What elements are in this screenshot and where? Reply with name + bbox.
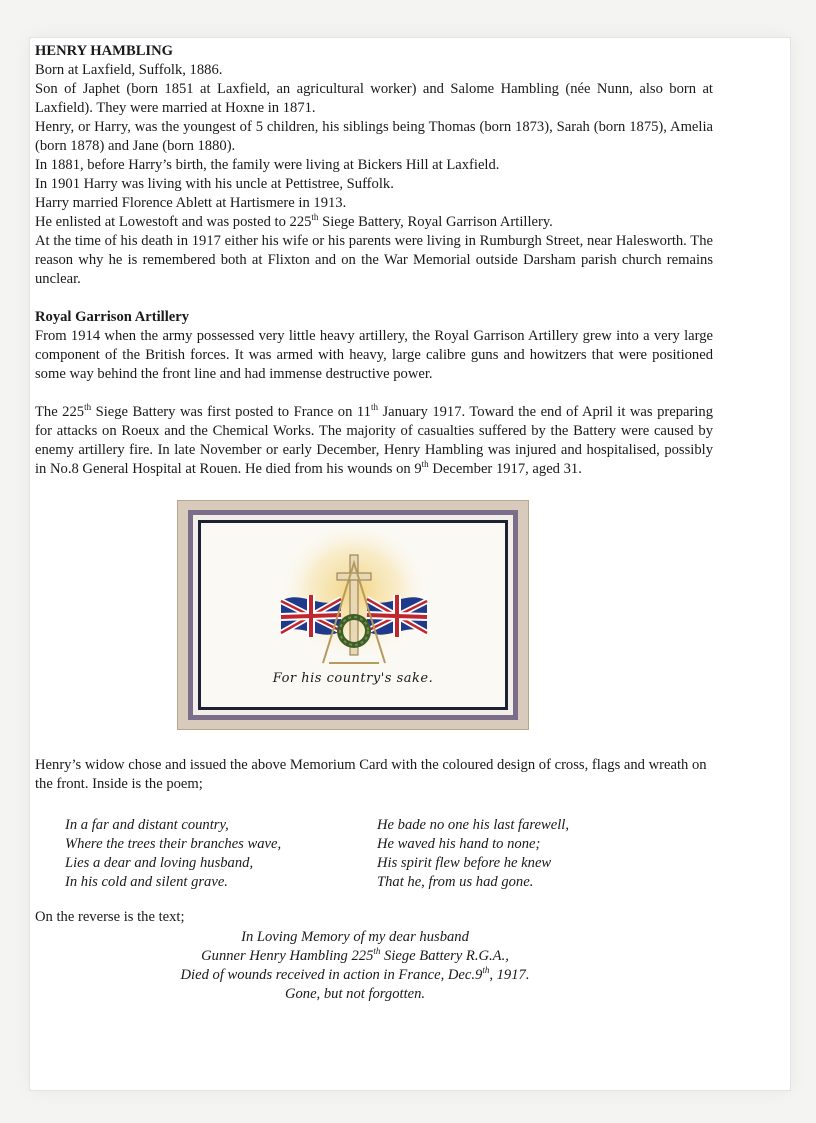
main-text <box>35 42 713 479</box>
bio-born: Born at Laxfield, Suffolk, 1886. <box>35 62 223 78</box>
bio-death: At the time of his death in 1917 either his wife or his parents were living in Rumburgh Street, near Halesworth. The reason why he is remembered both at Flixton and on the War Memorial outside Darsham parish church remains unclear. <box>35 233 713 287</box>
memorial-card <box>177 500 529 730</box>
rga-heading: Royal Garrison Artillery <box>35 309 190 325</box>
poem-line: He waved his hand to none; <box>377 836 541 852</box>
reverse-text <box>100 928 610 1004</box>
card-motto: For his country's sake. <box>272 671 434 686</box>
card-face <box>198 520 508 710</box>
battery-text: The 225th Siege Battery was first posted to France on 11th January 1917. Toward the end of April it was preparing for attacks on Roeux and the Chemical Works. The majority of casualties suffered by the Battery were caused by enemy artillery fire. In late November or early December, Henry Hambling was injured and hospitalised, possibly in No.8 General Hospital at Rouen. He died from his wounds on 9th December 1917, aged 31. <box>35 402 713 477</box>
poem-line: Where the trees their branches wave, <box>65 836 282 852</box>
reverse-line-2: Gunner Henry Hambling 225th Siege Battery R.G.A., <box>201 946 509 964</box>
reverse-intro: On the reverse is the text; <box>35 909 185 925</box>
page-title: HENRY HAMBLING <box>35 43 173 59</box>
reverse-line-4: Gone, but not forgotten. <box>284 986 426 1002</box>
poem-left-stanza <box>65 816 281 892</box>
poem-line: That he, from us had gone. <box>377 874 534 890</box>
card-description: Henry’s widow chose and issued the above Memorium Card with the coloured design of cross, flags and wreath on the front. Inside is the poem; <box>35 757 707 792</box>
rga-text: From 1914 when the army possessed very little heavy artillery, the Royal Garrison Artillery grew into a very large component of the British forces. It was armed with heavy, large calibre guns and howitzers that were positioned some way behind the front line and had immense destructive power. <box>35 328 713 382</box>
poem-line: In a far and distant country, <box>65 817 229 833</box>
poem-line: His spirit flew before he knew <box>377 855 552 871</box>
bio-1881: In 1881, before Harry’s birth, the family were living at Bickers Hill at Laxfield. <box>35 157 500 173</box>
reverse-line-1: In Loving Memory of my dear husband <box>241 929 469 945</box>
bio-siblings: Henry, or Harry, was the youngest of 5 children, his siblings being Thomas (born 1873), Sarah (born 1875), Amelia (born 1878) and Jane (born 1880). <box>35 119 713 154</box>
poem-line: Lies a dear and loving husband, <box>65 855 254 871</box>
card-frame <box>188 510 518 720</box>
bio-married: Harry married Florence Ablett at Hartismere in 1913. <box>35 195 347 211</box>
poem-right-stanza <box>377 816 569 892</box>
bio-1901: In 1901 Harry was living with his uncle at Pettistree, Suffolk. <box>35 176 394 192</box>
poem-line: He bade no one his last farewell, <box>377 817 569 833</box>
poem-line: In his cold and silent grave. <box>65 874 228 890</box>
reverse-line-3: Died of wounds received in action in France, Dec.9th, 1917. <box>180 965 530 983</box>
bio-parents: Son of Japhet (born 1851 at Laxfield, an agricultural worker) and Salome Hambling (née Nunn, also born at Laxfield). They were married at Hoxne in 1871. <box>35 81 713 116</box>
bio-enlisted: He enlisted at Lowestoft and was posted to 225th Siege Battery, Royal Garrison Artillery. <box>35 212 553 230</box>
